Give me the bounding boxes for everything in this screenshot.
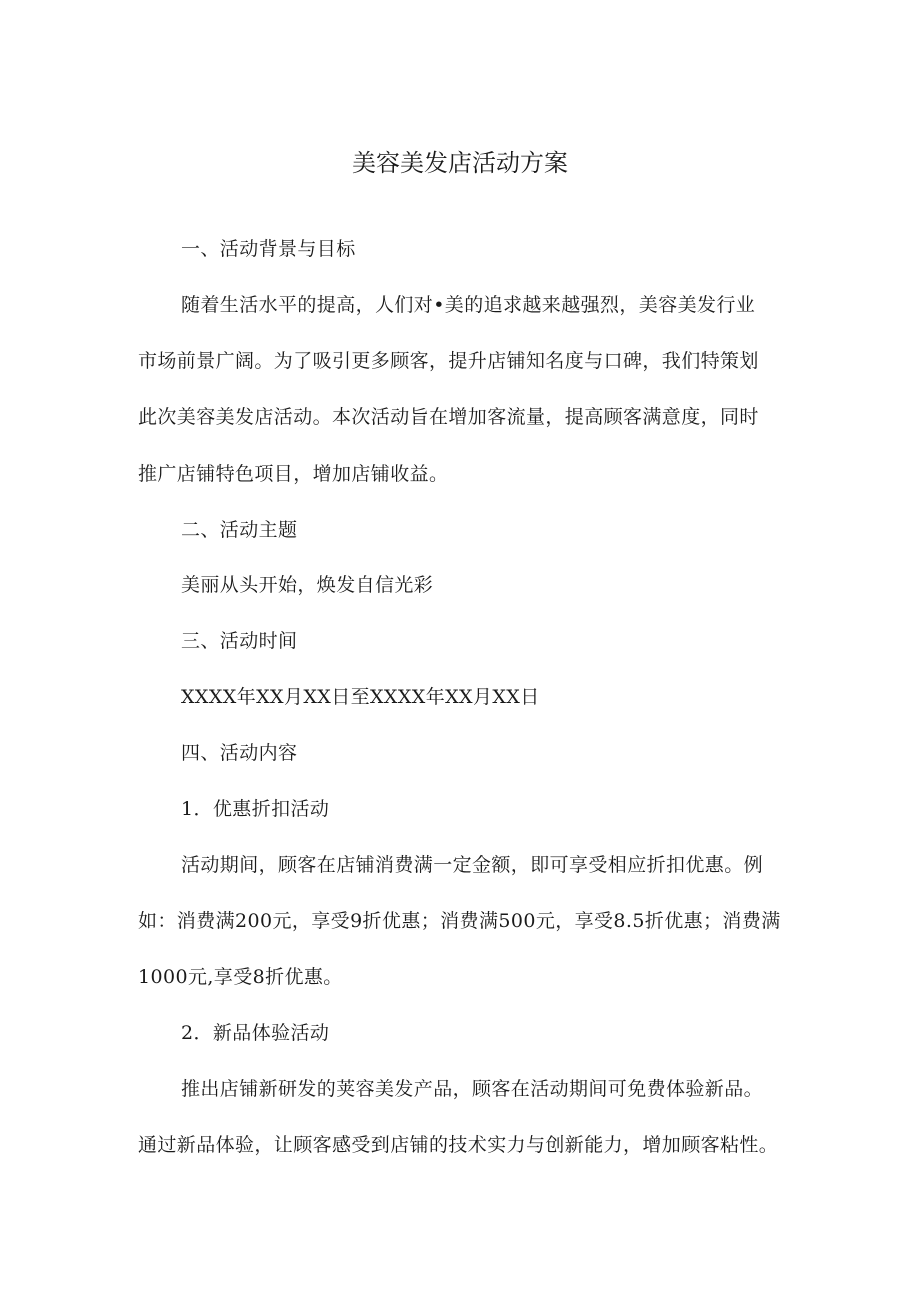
paragraph-line: 市场前景广阔。为了吸引更多顾客，提升店铺知名度与口碑，我们特策划 xyxy=(138,350,759,372)
paragraph-line: 如：消费满200元，享受9折优惠；消费满500元，享受8.5折优惠；消费满 xyxy=(138,910,781,932)
paragraph-line: 1000元,享受8折优惠。 xyxy=(138,966,343,988)
section-heading-theme: 二、活动主题 xyxy=(181,519,298,541)
section-heading-content: 四、活动内容 xyxy=(181,742,298,764)
subsection-heading-discount: 1．优惠折扣活动 xyxy=(181,798,330,820)
paragraph-line: 活动期间，顾客在店铺消费满一定金额，即可享受相应折扣优惠。例 xyxy=(181,854,764,876)
paragraph-line: 通过新品体验，让顾客感受到店铺的技术实力与创新能力，增加顾客粘性。 xyxy=(138,1134,779,1156)
paragraph-line: 美丽从头开始，焕发自信光彩 xyxy=(181,574,434,596)
paragraph-line: 此次美容美发店活动。本次活动旨在增加客流量，提高顾客满意度，同时 xyxy=(138,406,759,428)
paragraph-line: 推广店铺特色项目，增加店铺收益。 xyxy=(138,463,449,485)
paragraph-line: 推出店铺新研发的荚容美发产品，顾客在活动期间可免费体验新品。 xyxy=(181,1078,764,1100)
section-heading-time: 三、活动时间 xyxy=(181,630,298,652)
subsection-heading-new-product: 2．新品体验活动 xyxy=(181,1022,330,1044)
paragraph-line: XXXX年XX月XX日至XXXX年XX月XX日 xyxy=(181,686,540,708)
section-heading-background: 一、活动背景与目标 xyxy=(181,238,356,260)
paragraph-line: 随着生活水平的提高，人们对•美的追求越来越强烈，美容美发行业 xyxy=(181,294,756,316)
document-title: 美容美发店活动方案 xyxy=(352,149,568,177)
